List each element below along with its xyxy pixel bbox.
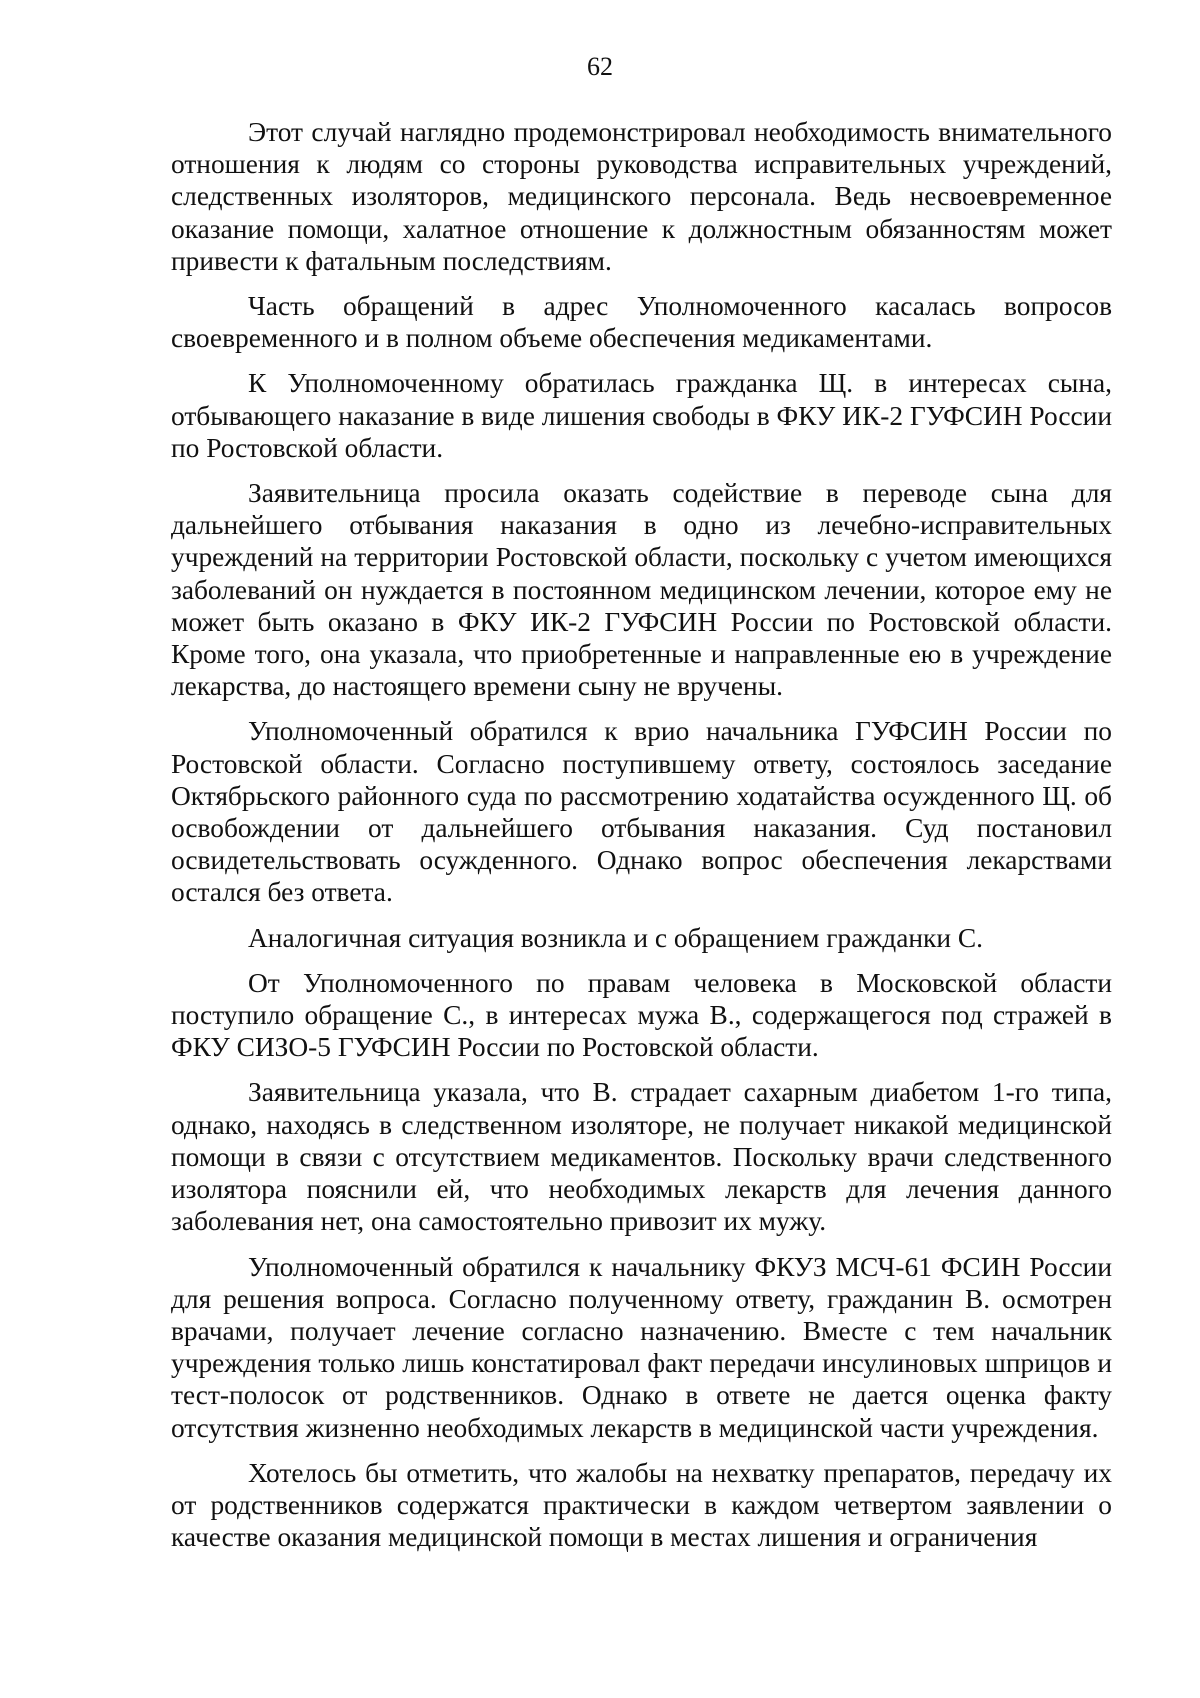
paragraph-4: Заявительница просила оказать содействие в переводе сына для дальнейшего отбывания наказания в одно из лечебно-исправительных учреждений на территории Ростовской области, поскольку с учетом имеющихся заболеваний он нуждается в постоянном медицинском лечении, которое ему не может быть оказано в ФКУ ИК-2 ГУФСИН России по Ростовской области. Кроме того, она указала, что приобретенные и направленные ею в учреждение лекарства, до настоящего времени сыну не вручены. — [171, 478, 1112, 702]
page-number: 62 — [587, 52, 613, 81]
paragraph-3: К Уполномоченному обратилась гражданка Щ. в интересах сына, отбывающего наказание в виде лишения свободы в ФКУ ИК-2 ГУФСИН России по Ростовской области. — [171, 368, 1112, 463]
document-body — [171, 116, 1112, 1553]
paragraph-1: Этот случай наглядно продемонстрировал необходимость внимательного отношения к людям со стороны руководства исправительных учреждений, следственных изоляторов, медицинского персонала. Ведь несвоевременное оказание помощи, халатное отношение к должностным обязанностям может привести к фатальным последствиям. — [171, 117, 1112, 276]
paragraph-8: Заявительница указала, что В. страдает сахарным диабетом 1-го типа, однако, находясь в следственном изоляторе, не получает никакой медицинской помощи в связи с отсутствием медикаментов. Поскольку врачи следственного изолятора пояснили ей, что необходимых лекарств для лечения данного заболевания нет, она самостоятельно привозит их мужу. — [171, 1077, 1112, 1237]
paragraph-7: От Уполномоченного по правам человека в Московской области поступило обращение С., в интересах мужа В., содержащегося под стражей в ФКУ СИЗО-5 ГУФСИН России по Ростовской области. — [171, 967, 1112, 1063]
paragraph-5: Уполномоченный обратился к врио начальника ГУФСИН России по Ростовской области. Согласно поступившему ответу, состоялось заседание Октябрьского районного суда по рассмотрению ходатайства осужденного Щ. об освобождении от дальнейшего отбывания наказания. Суд постановил освидетельствовать осужденного. Однако вопрос обеспечения лекарствами остался без ответа. — [171, 716, 1112, 908]
paragraph-2: Часть обращений в адрес Уполномоченного касалась вопросов своевременного и в полном объеме обеспечения медикаментами. — [171, 291, 1112, 354]
paragraph-6: Аналогичная ситуация возникла и с обращением гражданки С. — [248, 922, 983, 953]
paragraph-10: Хотелось бы отметить, что жалобы на нехватку препаратов, передачу их от родственников содержатся практически в каждом четвертом заявлении о качестве оказания медицинской помощи в местах лишения и ограничения — [171, 1457, 1112, 1553]
paragraph-9: Уполномоченный обратился к начальнику ФКУЗ МСЧ-61 ФСИН России для решения вопроса. Согласно полученному ответу, гражданин В. осмотрен врачами, получает лечение согласно назначению. Вместе с тем начальник учреждения только лишь констатировал факт передачи инсулиновых шприцов и тест-полосок от родственников. Однако в ответе не дается оценка факту отсутствия жизненно необходимых лекарств в медицинской части учреждения. — [171, 1251, 1112, 1443]
